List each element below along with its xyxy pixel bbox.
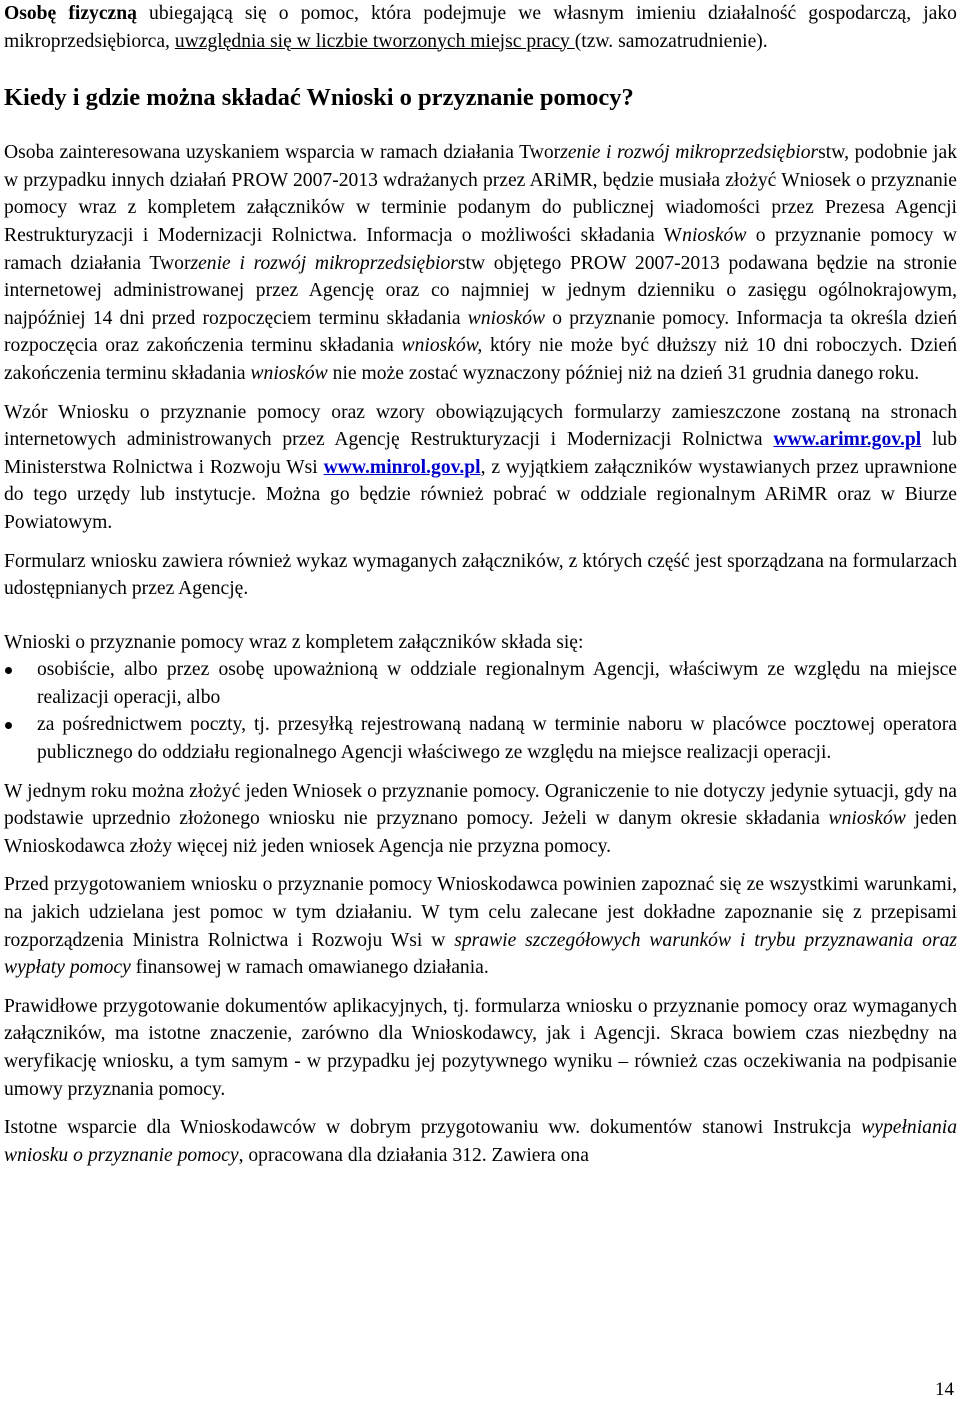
- text: Osoba zainteresowana uzyskaniem wsparcia w ramach działania Twor: [4, 142, 561, 164]
- text: który nie może być dłuższy niż 10 dni roboczych. Dzień zakończenia terminu składania: [4, 335, 957, 384]
- document-page: [4, 0, 957, 1169]
- text: Wzór Wniosku o przyznanie pomocy oraz wzory obowiązujących formularzy zamieszczone zostaną na stronach internetowych administrowanych przez Agencję Restrukturyzacji i Modernizacji Rolnictwa: [4, 401, 957, 451]
- paragraph-one-application: [4, 778, 957, 861]
- intro-text-b: (tzw. samozatrudnienie).: [574, 30, 768, 52]
- text: o przyznanie pomocy w ramach działania Twor: [4, 224, 957, 274]
- text: o przyznanie pomocy. Informacja ta określa dzień rozpoczęcia oraz zakończenia terminu składania: [4, 307, 957, 357]
- text: jeden Wnioskodawca złoży więcej niż jeden wniosek Agencja nie przyzna pomocy.: [4, 808, 957, 857]
- text: , z wyjątkiem załączników wystawianych przez uprawnione do tego urzędy lub instytucje. Można go będzie również pobrać w oddziale regionalnym ARiMR oraz w Biurze Powiatowym.: [4, 456, 958, 533]
- text: lub Ministerstwa Rolnictwa i Rozwoju Wsi: [4, 429, 957, 478]
- italic-text: wniosków,: [401, 335, 483, 357]
- bullet-icon: [5, 667, 12, 674]
- intro-paragraph: [4, 0, 957, 55]
- italic-text: sprawie szczegółowych warunków i trybu przyznawania oraz wypłaty pomocy: [4, 929, 957, 979]
- bullet-icon: [5, 722, 12, 729]
- italic-text: zenie i rozwój mikroprzedsiębior: [560, 142, 819, 164]
- intro-text-a: ubiegającą się o pomoc, która podejmuje we własnym imieniu działalność gospodarczą, jako mikroprzedsiębiorca,: [4, 3, 957, 52]
- italic-text: zenie i rozwój mikroprzedsiębior: [190, 252, 458, 274]
- list-item: [4, 711, 957, 766]
- list-item: [4, 656, 957, 711]
- italic-text: wniosków: [467, 307, 546, 329]
- section-heading: Kiedy i gdzie można składać Wnioski o przyznanie pomocy?: [4, 84, 634, 112]
- paragraph-submission-timing: [4, 139, 957, 387]
- paragraph-submission-methods: Wnioski o przyznanie pomocy wraz z kompletem załączników składa się:: [4, 631, 584, 653]
- text: stw, podobnie jak w przypadku innych działań PROW 2007-2013 wdrażanych przez ARiMR, będzie musiała złożyć Wniosek o przyznanie pomocy wraz z kompletem załączników w terminie podanym do publicznej wiadomości przez Prezesa Agencji Restrukturyzacji i Modernizacji Rolnictwa. Informacja o możliwości składania W: [4, 142, 957, 246]
- text: finansowej w ramach omawianego działania.: [130, 957, 489, 979]
- italic-text: wypełniania wniosku o przyznanie pomocy: [4, 1117, 957, 1166]
- submission-methods-list: [4, 656, 957, 766]
- paragraph-preparation: [4, 871, 957, 981]
- minrol-link[interactable]: www.minrol.gov.pl: [323, 456, 481, 478]
- text: W jednym roku można złożyć jeden Wniosek o przyznanie pomocy. Ograniczenie to nie dotyczy jedynie sytuacji, gdy na podstawie uprzednio złożonego wniosku nie przyznano pomocy. Jeżeli w danym okresie składania: [4, 780, 957, 830]
- arimr-link[interactable]: www.arimr.gov.pl: [773, 429, 922, 451]
- text: nie może zostać wyznaczony później niż na dzień 31 grudnia danego roku.: [327, 362, 920, 384]
- text: Istotne wsparcie dla Wnioskodawców w dobrym przygotowaniu ww. dokumentów stanowi Instrukcja: [4, 1117, 862, 1139]
- list-item-text: za pośrednictwem poczty, tj. przesyłką rejestrowaną nadaną w terminie naboru w placówce pocztowej operatora publicznego do oddziału regionalnego Agencji właściwego ze względu na miejsce realizacji operacji.: [37, 714, 957, 764]
- paragraph-instruction: [4, 1114, 957, 1169]
- text: stw objętego PROW 2007-2013 podawana będzie na stronie internetowej administrowanej przez Agencję oraz co najmniej w jednym dzienniku o zasięgu ogólnokrajowym, najpóźniej 14 dni przed rozpoczęciem terminu składania: [4, 252, 957, 329]
- italic-text: niosków: [682, 224, 747, 246]
- paragraph-proper-documents: Prawidłowe przygotowanie dokumentów aplikacyjnych, tj. formularza wniosku o przyznanie pomocy oraz wymaganych załączników, ma istotne znaczenie, zarówno dla Wnioskodawcy, jak i Agencji. Skraca bowiem czas niezbędny na weryfikację wniosku, a tym samym - w przypadku jej pozytywnego wyniku – również czas oczekiwania na podpisanie umowy przyznania pomocy.: [4, 995, 957, 1100]
- paragraph-form-attachments: Formularz wniosku zawiera również wykaz wymaganych załączników, z których część jest sporządzana na formularzach udostępnianych przez Agencję.: [4, 550, 957, 600]
- page-number: 14: [935, 1379, 954, 1400]
- list-item-text: osobiście, albo przez osobę upoważnioną w oddziale regionalnym Agencji, właściwym ze względu na miejsce realizacji operacji, albo: [37, 659, 957, 708]
- paragraph-forms-availability: [4, 399, 957, 537]
- intro-bold-lead: Osobę fizyczną: [4, 3, 137, 24]
- italic-text: wniosków: [250, 362, 328, 384]
- intro-underlined: uwzględnia się w liczbie tworzonych miejsc pracy: [174, 30, 575, 52]
- text: Przed przygotowaniem wniosku o przyznanie pomocy Wnioskodawca powinien zapoznać się ze wszystkimi warunkami, na jakich udzielana jest pomoc w tym działaniu. W tym celu zalecane jest dokładne zapoznanie się z przepisami rozporządzenia Ministra Rolnictwa i Rozwoju Wsi w: [4, 874, 957, 951]
- italic-text: wniosków: [828, 808, 906, 830]
- text: , opracowana dla działania 312. Zawiera ona: [238, 1144, 589, 1166]
